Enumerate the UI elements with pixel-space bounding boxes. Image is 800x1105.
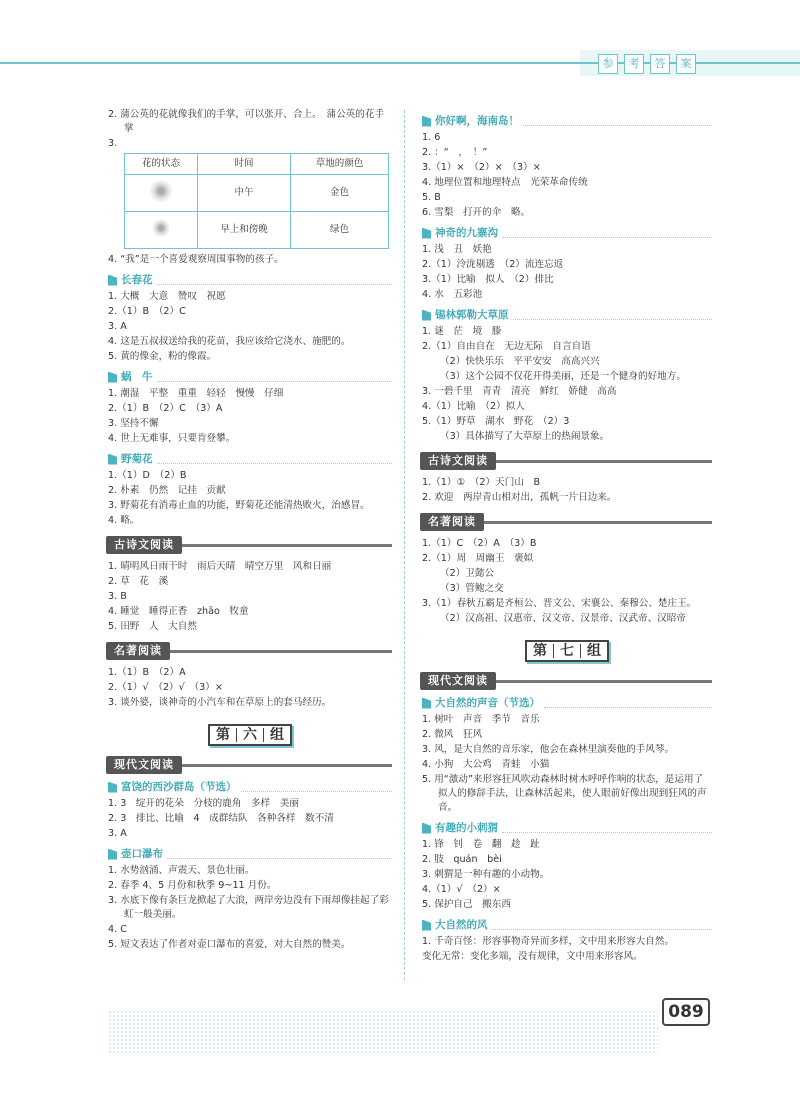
answer-item: 1.（1）C （2）A （3）B <box>422 538 537 549</box>
answer-item: 5. 用“激动”来形容狂风吹动森林时树木呼呼作响的状态，是运用了拟人的修辞手法，让森林活起来，使人眼前好像出现到狂风的声音。 <box>422 774 707 813</box>
table-cell: 金色 <box>291 175 389 212</box>
section-heading <box>422 114 712 128</box>
flower-image-closed <box>125 212 198 249</box>
answer-item: 4.（1）√ （2）× <box>422 884 501 895</box>
answer-item: 1. 水势汹涌、声震天、景色壮丽。 <box>108 865 255 876</box>
section-bar-gushi: 古诗文阅读 <box>106 536 392 554</box>
answer-item: 3.（1）× （2）× （3）× <box>422 162 541 173</box>
left-column <box>108 108 392 953</box>
answer-item: 3. A <box>108 321 127 332</box>
answer-item: 2. 肢 quán bèi <box>422 854 502 865</box>
bookmark-icon <box>422 116 431 127</box>
answer-item: 2. 朴素 仍然 记挂 贡献 <box>108 485 226 496</box>
section-title: 你好啊，海南岛！ <box>435 115 519 127</box>
answer-item: 3. 一碧千里 青青 清亮 鲜红 娇健 高高 <box>422 386 617 397</box>
bookmark-icon <box>422 228 431 239</box>
answer-item: 变化无常：变化多端，没有规律，文中用来形容风。 <box>422 951 643 962</box>
section-bar-mingzhu: 名著阅读 <box>106 642 392 660</box>
answer-item: 2.（1）自由自在 无边无际 自言自语 <box>422 341 591 352</box>
header-char: 案 <box>676 54 696 74</box>
answer-item: 3. A <box>108 828 127 839</box>
answer-item: 3. B <box>108 591 127 602</box>
answer-item: 4. 小狗 大公鸡 青蛙 小猫 <box>422 759 550 770</box>
answer-item: 3. 谈外婆，谈神奇的小汽车和在草原上的套马经历。 <box>108 697 332 708</box>
answer-item: （2）汉高祖、汉惠帝、汉文帝、汉景帝、汉武帝、汉昭帝 <box>440 613 686 624</box>
answer-item: （2）卫懿公 <box>440 568 495 579</box>
answer-item: 1. 6 <box>422 132 441 143</box>
bookmark-icon <box>108 782 117 793</box>
answer-item: 2. ：“ ， ！” <box>422 147 488 158</box>
table-header: 草地的颜色 <box>291 154 389 175</box>
section-title: 蜗 牛 <box>121 371 153 383</box>
answer-item: 3.（1）比喻 拟人 （2）排比 <box>422 274 554 285</box>
flower-table <box>124 153 389 249</box>
answer-item: 3. <box>108 138 118 149</box>
section-title: 野菊花 <box>121 453 153 465</box>
answer-item: 6. 雪梨 打开的伞 略。 <box>422 207 531 218</box>
answer-item: 4. 地理位置和地理特点 光荣革命传统 <box>422 177 588 188</box>
section-title: 大自然的风 <box>435 919 488 931</box>
group-title-6: 第 六 组 <box>108 724 392 746</box>
table-cell: 绿色 <box>291 212 389 249</box>
answer-item: 2. 草 花 溪 <box>108 576 169 587</box>
section-heading <box>422 308 712 322</box>
answer-item: 4.（1）比喻 （2）拟人 <box>422 401 525 412</box>
answer-item: 1.（1）D （2）B <box>108 470 187 481</box>
header-title <box>598 54 696 74</box>
answer-item: 5. 短文表达了作者对壶口瀑布的喜爱，对大自然的赞美。 <box>108 939 351 950</box>
dandelion-closed-icon <box>153 217 169 239</box>
right-column <box>422 108 712 965</box>
section-title: 富饶的西沙群岛（节选） <box>121 781 237 793</box>
answer-item: 2.（1）周 周幽王 褒姒 <box>422 553 534 564</box>
footer-dot-pattern <box>108 1010 658 1055</box>
section-bar-mingzhu: 名著阅读 <box>420 513 712 531</box>
answer-item: 1. 晴明风日雨干时 雨后天晴 晴空万里 风和日丽 <box>108 561 332 572</box>
answer-item: 4. 水 五彩池 <box>422 289 483 300</box>
bookmark-icon <box>108 454 117 465</box>
answer-item: 1. 千奇百怪：形容事物奇异而多样，文中用来形容大自然。 <box>422 936 675 947</box>
bookmark-icon <box>422 310 431 321</box>
answer-item: 5. 黄的像金，粉的像霞。 <box>108 351 217 362</box>
bookmark-icon <box>108 372 117 383</box>
table-header: 花的状态 <box>125 154 198 175</box>
section-bar-gushi: 古诗文阅读 <box>420 452 712 470</box>
bookmark-icon <box>422 823 431 834</box>
answer-item: 3. 水底下像有条巨龙掀起了大浪，两岸旁边没有下雨却像挂起了彩虹一般美丽。 <box>108 895 389 920</box>
section-heading <box>108 780 392 794</box>
answer-item: 1.（1）① （2）天门山 B <box>422 477 541 488</box>
answer-item: 3. 坚持不懈 <box>108 418 159 429</box>
answer-item: 2. 3 排比、比喻 4 成群结队 各种各样 数不清 <box>108 813 334 824</box>
answer-item: （3）管鲍之交 <box>440 583 504 594</box>
answer-item: （3）这个公园不仅花开得美丽，还是一个健身的好地方。 <box>440 371 686 382</box>
table-cell: 早上和傍晚 <box>198 212 291 249</box>
bookmark-icon <box>422 698 431 709</box>
answer-item: 1. 树叶 声音 季节 音乐 <box>422 714 540 725</box>
table-header: 时间 <box>198 154 291 175</box>
section-heading <box>108 847 392 861</box>
section-title: 有趣的小刺猬 <box>435 822 498 834</box>
answer-item: 3. 刺猬是一种有趣的小动物。 <box>422 869 550 880</box>
header-char: 考 <box>624 54 644 74</box>
answer-item: 2.（1）泠泷剔透 （2）流连忘返 <box>422 259 564 270</box>
answer-item: 4. 睡觉 睡得正香 zhāo 牧童 <box>108 606 249 617</box>
answer-item: 2. 春季 4、5 月份和秋季 9~11 月份。 <box>108 880 277 891</box>
answer-item: 4. C <box>108 924 127 935</box>
answer-item: 1. 大概 大意 赞叹 祝愿 <box>108 291 226 302</box>
page-number: 089 <box>662 998 710 1026</box>
answer-item: （2）快快乐乐 平平安安 高高兴兴 <box>440 356 600 367</box>
answer-item: 5. 田野 人 大自然 <box>108 621 197 632</box>
answer-item: 2.（1）B （2）C （3）A <box>108 403 223 414</box>
section-title: 大自然的声音（节选） <box>435 697 540 709</box>
answer-item: 3. 风，是大自然的音乐家，他会在森林里演奏他的手风琴。 <box>422 744 675 755</box>
answer-item: 4. 这是五叔叔送给我的花苗，我应该给它浇水、施肥的。 <box>108 336 351 347</box>
answer-item: 4. 略。 <box>108 515 140 526</box>
bookmark-icon <box>108 849 117 860</box>
answer-item: 1. 3 绽开的花朵 分枝的鹿角 多样 美丽 <box>108 798 299 809</box>
dandelion-open-icon <box>148 180 174 202</box>
bookmark-icon <box>422 920 431 931</box>
section-heading <box>422 918 712 932</box>
answer-item: 2. 欢迎 两岸青山相对出，孤帆一片日边来。 <box>422 492 617 503</box>
section-title: 锡林郭勒大草原 <box>435 309 509 321</box>
column-divider <box>404 110 405 980</box>
section-bar-xiandai: 现代文阅读 <box>106 756 392 774</box>
section-title: 壶口瀑布 <box>121 848 163 860</box>
answer-item: 1. 锋 钊 卷 翻 趁 趾 <box>422 839 540 850</box>
section-bar-xiandai: 现代文阅读 <box>420 672 712 690</box>
header-char: 答 <box>650 54 670 74</box>
table-cell: 中午 <box>198 175 291 212</box>
answer-item: 2.（1）√ （2）√ （3）× <box>108 682 223 693</box>
section-heading <box>422 226 712 240</box>
answer-item: 2. 蒲公英的花就像我们的手掌，可以张开、合上。 蒲公英的花手掌 <box>108 109 385 134</box>
answer-item: 3.（1）春秋五霸是齐桓公、晋文公、宋襄公、秦穆公、楚庄王。 <box>422 598 697 609</box>
section-heading <box>108 370 392 384</box>
answer-item: 4. 世上无难事，只要肯登攀。 <box>108 433 236 444</box>
answer-item: 5.（1）野草 湖水 野花 （2）3 <box>422 416 570 427</box>
section-title: 神奇的九寨沟 <box>435 227 498 239</box>
answer-item: （3）具体描写了大草原上的热闹景象。 <box>440 431 610 442</box>
answer-item: 1. 浅 丑 妖艳 <box>422 244 492 255</box>
answer-item: 1. 潮湿 平整 重重 轻轻 慢慢 仔细 <box>108 388 284 399</box>
flower-image-open <box>125 175 198 212</box>
answer-item: 5. B <box>422 192 441 203</box>
group-title-7: 第 七 组 <box>422 640 712 662</box>
section-title: 长春花 <box>121 274 153 286</box>
answer-item: 4. “我”是一个喜爱观察周围事物的孩子。 <box>108 254 284 265</box>
section-heading <box>108 273 392 287</box>
answer-item: 3. 野菊花有消毒止血的功能，野菊花还能清热败火，治感冒。 <box>108 500 370 511</box>
header-char: 参 <box>598 54 618 74</box>
section-heading <box>108 452 392 466</box>
section-heading <box>422 696 712 710</box>
bookmark-icon <box>108 275 117 286</box>
answer-item: 1.（1）B （2）A <box>108 667 186 678</box>
answer-item: 2. 微风 狂风 <box>422 729 483 740</box>
answer-item: 5. 保护自己 搬东西 <box>422 899 511 910</box>
answer-item: 2.（1）B （2）C <box>108 306 186 317</box>
answer-item: 1. 谜 茫 境 滕 <box>422 326 502 337</box>
section-heading <box>422 821 712 835</box>
